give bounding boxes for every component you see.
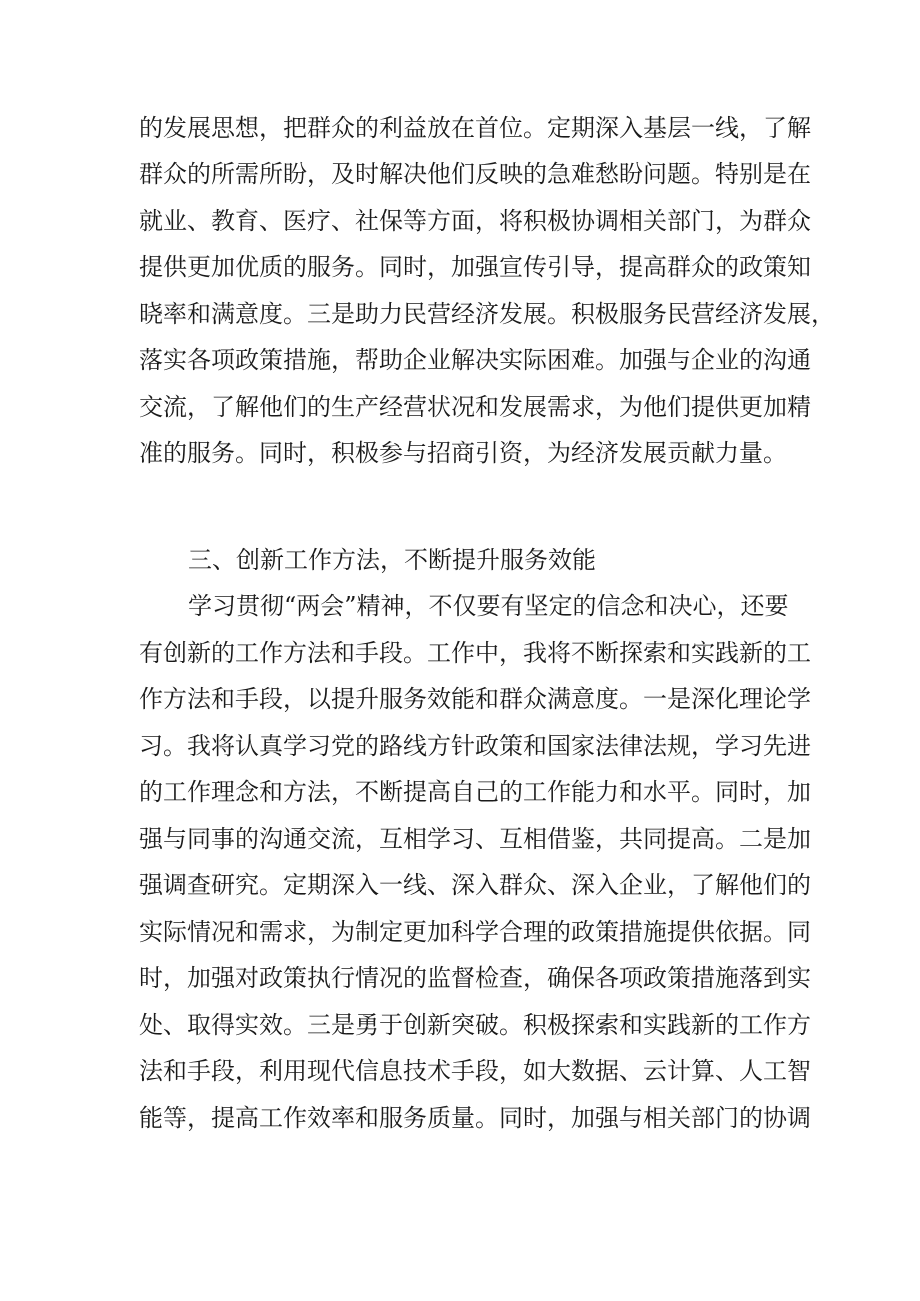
paragraph-2-line: 的工作理念和方法，不断提高自己的工作能力和水平。同时，加 (139, 778, 811, 806)
paragraph-1-line: 群众的所需所盼，及时解决他们反映的急难愁盼问题。特别是在 (139, 160, 811, 188)
paragraph-2-line: 作方法和手段，以提升服务效能和群众满意度。一是深化理论学 (139, 685, 811, 713)
paragraph-2-line: 实际情况和需求，为制定更加科学合理的政策措施提供依据。同 (139, 918, 811, 946)
section-heading: 三、创新工作方法，不断提升服务效能 (188, 546, 596, 574)
paragraph-2-line: 强调查研究。定期深入一线、深入群众、深入企业，了解他们的 (139, 871, 811, 899)
paragraph-1-line: 的发展思想，把群众的利益放在首位。定期深入基层一线，了解 (139, 114, 811, 142)
paragraph-1-line: 交流，了解他们的生产经营状况和发展需求，为他们提供更加精 (139, 393, 811, 421)
paragraph-2-line: 习。我将认真学习党的路线方针政策和国家法律法规，学习先进 (139, 732, 811, 760)
paragraph-1-line: 落实各项政策措施，帮助企业解决实际困难。加强与企业的沟通 (139, 346, 811, 374)
paragraph-1-line: 提供更加优质的服务。同时，加强宣传引导，提高群众的政策知 (139, 253, 811, 281)
paragraph-2-line: 强与同事的沟通交流，互相学习、互相借鉴，共同提高。二是加 (139, 825, 811, 853)
paragraph-2-line: 有创新的工作方法和手段。工作中，我将不断探索和实践新的工 (139, 639, 811, 667)
paragraph-1-line: 准的服务。同时，积极参与招商引资，为经济发展贡献力量。 (139, 439, 787, 467)
paragraph-2-line: 能等，提高工作效率和服务质量。同时，加强与相关部门的协调 (139, 1104, 811, 1132)
paragraph-1-line: 就业、教育、医疗、社保等方面，将积极协调相关部门，为群众 (139, 207, 811, 235)
paragraph-2-line: 处、取得实效。三是勇于创新突破。积极探索和实践新的工作方 (139, 1011, 811, 1039)
paragraph-2-line: 学习贯彻“两会”精神，不仅要有坚定的信念和决心，还要 (188, 592, 789, 620)
paragraph-2-line: 法和手段，利用现代信息技术手段，如大数据、云计算、人工智 (139, 1057, 811, 1085)
paragraph-1-line: 晓率和满意度。三是助力民营经济发展。积极服务民营经济发展， (139, 300, 835, 328)
paragraph-2-line: 时，加强对政策执行情况的监督检查，确保各项政策措施落到实 (139, 964, 811, 992)
